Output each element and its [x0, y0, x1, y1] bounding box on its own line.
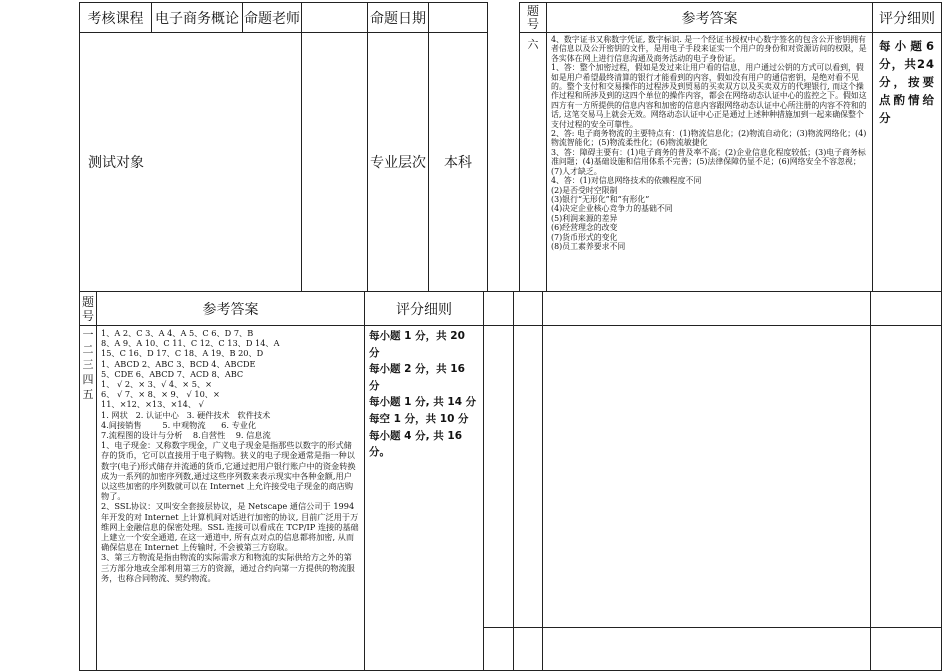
left-col-no-header: 题号	[79, 291, 97, 326]
row-no-5: 五	[82, 388, 94, 401]
target-value	[301, 32, 368, 292]
course-value: 电子商务概论	[151, 2, 243, 33]
row-no-3: 三	[82, 358, 94, 371]
empty-grid-cell	[870, 325, 942, 628]
empty-grid-cell	[513, 291, 543, 326]
empty-grid-cell	[542, 291, 871, 326]
date-value	[428, 2, 488, 33]
left-answer-text: 1、A 2、C 3、A 4、A 5、C 6、D 7、B 8、A 9、A 10、C 11、C 12、C 13、D 14、A 15、C 16、D 17、C 18、A 19、B 20、D 1、ABCD 2、ABC 3、BCD 4、ABCDE 5、CDE 6、ABCD 7、ACD 8、ABC 1、 √ 2、× 3、√ 4、× 5、× 6、 √ 7、× 8、× 9、 √ 10、× 11、×12、×13、×14、 √ 1. 网状 2. 认证中心 3. 硬件技术 软件技术 4.间接销售 5. 中观物流 6. 专业化 7.流程图的设计与分析 8.自营性 9. 信息流 1、电子现金：又称数字现金，广义电子现金是指那些以数字的形式储存的货币，它可以直接用于电子购物。狭义的电子现金通常是指一种以数字(电子)形式储存并流通的货币,它通过把用户银行账户中的资金转换成为一系列的加密序列数,通过这些序列数来表示现实中各种金额,用户以这些加密的序列数就可以在 Internet 上允许接受电子现金的商店购物了。 2、SSL协议：又叫安全套接层协议，是 Netscape 通信公司于 1994 年开发的对 Internet 上计算机间对话进行加密的协议, 目前广泛用于万维网上金融信息的保密处理。SSL 连接可以看成在 TCP/IP 连接的基础上建立一个安全通道, 在这一通道中, 所有点对点的信息都将加密, 从而确保信息在 Internet 上传输时, 不会被第三方窃取。 3、第三方物流是指由物流的实际需求方和物流的实际供给方之外的第三方部分地或全部利用第三方的资源，通过合约向第一方提供的物流服务，也称合同物流、契约物流。	[96, 325, 365, 671]
level-label: 专业层次	[367, 32, 429, 292]
right-col-score-header: 评分细则	[872, 2, 942, 33]
left-row-nos	[79, 325, 97, 671]
target-label: 测试对象	[79, 32, 302, 292]
right-col-answer-header: 参考答案	[546, 2, 873, 33]
score-line-2: 每小题 2 分，共 16 分	[369, 363, 465, 392]
empty-grid-cell	[870, 291, 942, 326]
score-line-1: 每小题 1 分，共 20 分	[369, 330, 465, 359]
row-no-1: 一	[82, 328, 94, 341]
right-col-no-header: 题号	[519, 2, 547, 33]
empty-grid-cell	[870, 627, 942, 671]
empty-grid-cell	[483, 325, 514, 628]
course-label: 考核课程	[79, 2, 152, 33]
right-answer-text: 4、数字证书又称数字凭证, 数字标识. 是一个经证书授权中心数字签名的包含公开密钥拥有者信息以及公开密钥的文件，是用电子手段来证实一个用户的身份和对资源访问的权限，是各实体在网上进行信息沟通及商务活动的电子身份证。 1、答：整个加密过程，假如是发过来让用户看的信息，用户通过公钥的方式可以看到，假如是用户希望最终清算的银行才能看到的内容，假如没有用户的通信密钥，是绝对看不见的。整个支付和交易操作的过程涉及到贸易的买卖双方以及买卖双方的代理银行, 而这个操作过程和所涉及到的这四个单位的操作内容，都会在网络动态认证中心的监控之下。假如这四方有一方所提供的信息内容和加密的信息内容跟网络动态认证中心所注册的内容不符和的话, 这笔交易马上就会无效。网络动态认证中心正是通过上述种种措施加到一起来确保整个支付过程的安全可靠性。 2、答: 电子商务物流的主要特点有：(1)物流信息化；(2)物流自动化；(3)物流网络化；(4)物流智能化；(5)物流柔性化；(6)物流敏捷化 3、答：障碍主要有：(1)电子商务的普及率不高；(2)企业信息化程度较低；(3)电子商务标准问题；(4)基础设施和信用体系不完善；(5)法律保障仍显不足；(6)网络安全不容忽视；(7)人才缺乏。 4、答：(1)对信息网络技术的依赖程度不同 (2)是否受时空限制 (3)银行“无形化”和“有形化” (4)决定企业核心竞争力的基础不同 (5)利润来源的差异 (6)经营理念的改变 (7)货币形式的变化 (8)员工素养要求不同	[546, 32, 873, 292]
empty-grid-cell	[513, 325, 543, 628]
right-score-text: 每小题6分，共24分，按要点酌情给分	[872, 32, 942, 292]
score-line-3: 每小题 1 分, 共 14 分	[369, 396, 477, 409]
teacher-value	[301, 2, 368, 33]
right-row-no: 六	[519, 32, 547, 292]
date-label: 命题日期	[367, 2, 429, 33]
empty-grid-cell	[483, 627, 514, 671]
empty-grid-cell	[542, 627, 871, 671]
left-col-score-header: 评分细则	[364, 291, 484, 326]
left-score-text	[364, 325, 484, 671]
teacher-label: 命题老师	[242, 2, 302, 33]
row-no-4: 四	[82, 373, 94, 386]
score-line-4: 每空 1 分，共 10 分	[369, 412, 469, 425]
empty-grid-cell	[483, 291, 514, 326]
score-line-5: 每小题 4 分, 共 16 分。	[369, 429, 463, 459]
level-value: 本科	[428, 32, 488, 292]
row-no-2: 二	[82, 343, 94, 356]
left-col-answer-header: 参考答案	[96, 291, 365, 326]
empty-grid-cell	[542, 325, 871, 628]
empty-grid-cell	[513, 627, 543, 671]
